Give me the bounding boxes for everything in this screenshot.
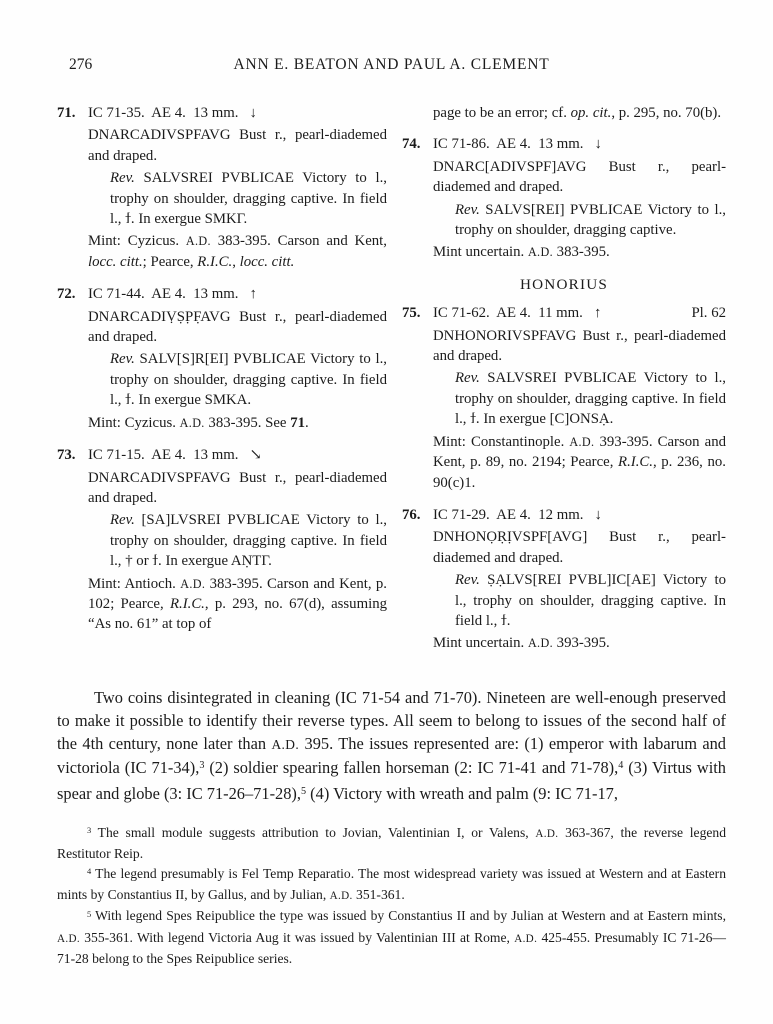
entry-headline <box>433 303 726 323</box>
reverse-description: Rev. SALV[S]R[EI] PVBLICAE Victory to l., trophy on shoulder, dragging captive. In field l., ϯ. In exergue SMKA. <box>110 351 387 409</box>
running-title: ANN E. BEATON AND PAUL A. CLEMENT <box>233 56 550 73</box>
obverse-description: DNARCADIṾṢP̣F̣AVG Bust r., pearl-diademed and draped. <box>88 308 387 346</box>
reverse-description: Rev. [SA]LVSREI PVBLICAE Victory to l., trophy on shoulder, dragging captive. In field l., † or ϯ. In exergue AṆTΓ. <box>110 512 387 570</box>
entry-number: 73. <box>57 447 76 464</box>
entry-number: 72. <box>57 286 76 303</box>
mint-line: Mint: Cyzicus. A.D. 383-395. Carson and Kent, locc. citt.; Pearce, R.I.C., locc. citt. <box>88 233 387 270</box>
entry-number: 76. <box>402 506 421 523</box>
obverse-description: DNARCADIVSPFAVG Bust r., pearl-diademed and draped. <box>88 469 387 506</box>
catalog-entry-75 <box>402 303 726 493</box>
entry-id-line: IC 71-29. AE 4. 12 mm. ↓ <box>433 506 602 523</box>
obverse-description: DNARC[ADIVSPF]AVG Bust r., pearl-diademed and draped. <box>433 158 726 196</box>
obverse-description: DNHONORIVSPFAVG Bust r., pearl-diademed and draped. <box>433 327 726 365</box>
catalog-entry-73 <box>57 445 387 635</box>
entry-id-line: IC 71-86. AE 4. 13 mm. ↓ <box>433 136 602 153</box>
catalog-entry-74 <box>402 134 726 262</box>
mint-line: Mint: Constantinople. A.D. 393-395. Carson and Kent, p. 89, no. 2194; Pearce, R.I.C., p. 236, no. 90(c)1. <box>433 433 726 491</box>
footnote-3: $^3$ The small module suggests attribution to Jovian, Valentinian I, or Valens, A.D. 363-367, the reverse legend Restitutor Reip. <box>57 824 726 862</box>
reverse-description: Rev. ṢẠLVS[REI PVBL]IC[AE] Victory to l., trophy on shoulder, dragging captive. In field l., ϯ. <box>455 572 726 629</box>
entry-73-continuation: page to be an error; cf. op. cit., p. 295, no. 70(b). <box>433 105 722 121</box>
two-column-catalog <box>57 103 726 666</box>
reverse-description: Rev. SALVS[REI] PVBLICAE Victory to l., trophy on shoulder, dragging captive. <box>455 201 726 239</box>
entry-headline <box>88 445 387 465</box>
page-number: 276 <box>69 56 93 73</box>
entry-headline <box>433 134 726 154</box>
entry-id-line: IC 71-62. AE 4. 11 mm. ↑ <box>433 305 602 322</box>
entry-headline <box>433 505 726 525</box>
entry-id-line: IC 71-35. AE 4. 13 mm. ↓ <box>88 105 257 121</box>
plate-reference: Pl. 62 <box>691 305 726 322</box>
entry-number: 75. <box>402 305 421 322</box>
footnote-5: $^5$ With legend Spes Reipublice the type was issued by Constantius II and by Julian at Western and at Eastern mints, A.D. 355-361. With legend Victoria Aug it was issued by Valentinian III at Rome, A.D. 425-455. Presumably IC 71-26—71-28 belong to the Spes Reipublice series. <box>57 908 726 967</box>
entry-id-line: IC 71-44. AE 4. 13 mm. ↑ <box>88 286 257 303</box>
entry-number: 74. <box>402 136 421 153</box>
right-column <box>402 103 726 666</box>
mint-line: Mint: Cyzicus. A.D. 383-395. See 71. <box>88 414 309 431</box>
entry-number: 71. <box>57 105 76 121</box>
reverse-description: Rev. SALVSREI PVBLICAE Victory to l., trophy on shoulder, dragging captive. In field l., ϯ. In exergue SMKΓ. <box>110 170 387 228</box>
left-column <box>57 103 387 666</box>
section-heading-honorius: HONORIUS <box>519 275 609 293</box>
mint-line: Mint uncertain. A.D. 383-395. <box>433 244 610 261</box>
reverse-description: Rev. SALVSREI PVBLICAE Victory to l., trophy on shoulder, dragging captive. In field l., ϯ. In exergue [C]ONSẠ. <box>455 370 726 428</box>
footnotes-block <box>57 823 726 969</box>
page-header <box>57 56 726 78</box>
mint-line: Mint uncertain. A.D. 393-395. <box>433 635 610 652</box>
obverse-description: DNHONỌṚỊVSPF[AVG] Bust r., pearl-diademed and draped. <box>433 529 726 566</box>
catalog-entry-71 <box>57 103 387 272</box>
mint-line: Mint: Antioch. A.D. 383-395. Carson and Kent, p. 102; Pearce, R.I.C., p. 293, no. 67(d), assuming “As no. 61” at top of <box>88 575 388 633</box>
obverse-description: DNARCADIVSPFAVG Bust r., pearl-diademed and draped. <box>88 127 387 164</box>
entry-headline <box>88 284 387 304</box>
catalog-entry-72 <box>57 284 387 433</box>
entry-headline <box>88 103 387 123</box>
footnote-4: $^4$ The legend presumably is Fel Temp Reparatio. The most widespread variety was issued at Western and at Eastern mints by Constantius II, by Gallus, and by Julian, A.D. 351-361. <box>57 865 726 902</box>
summary-paragraph: Two coins disintegrated in cleaning (IC 71-54 and 71-70). Nineteen are well-enough preserved to make it possible to identify their reverse types. All seem to belong to issues of the second half of the 4th century, none later than A.D. 395. The issues represented are: (1) emperor with labarum and victoriola (IC 71-34),$^3$ (2) soldier spearing fallen horseman (2: IC 71-41 and 71-78),$^4$ (3) Virtus with spear and globe (3: IC 71-26–71-28),$^5$ (4) Victory with wreath and palm (9: IC 71-17, <box>57 687 727 803</box>
catalog-entry-76 <box>402 505 726 654</box>
entry-id-line: IC 71-15. AE 4. 13 mm. ↘ <box>88 447 262 464</box>
